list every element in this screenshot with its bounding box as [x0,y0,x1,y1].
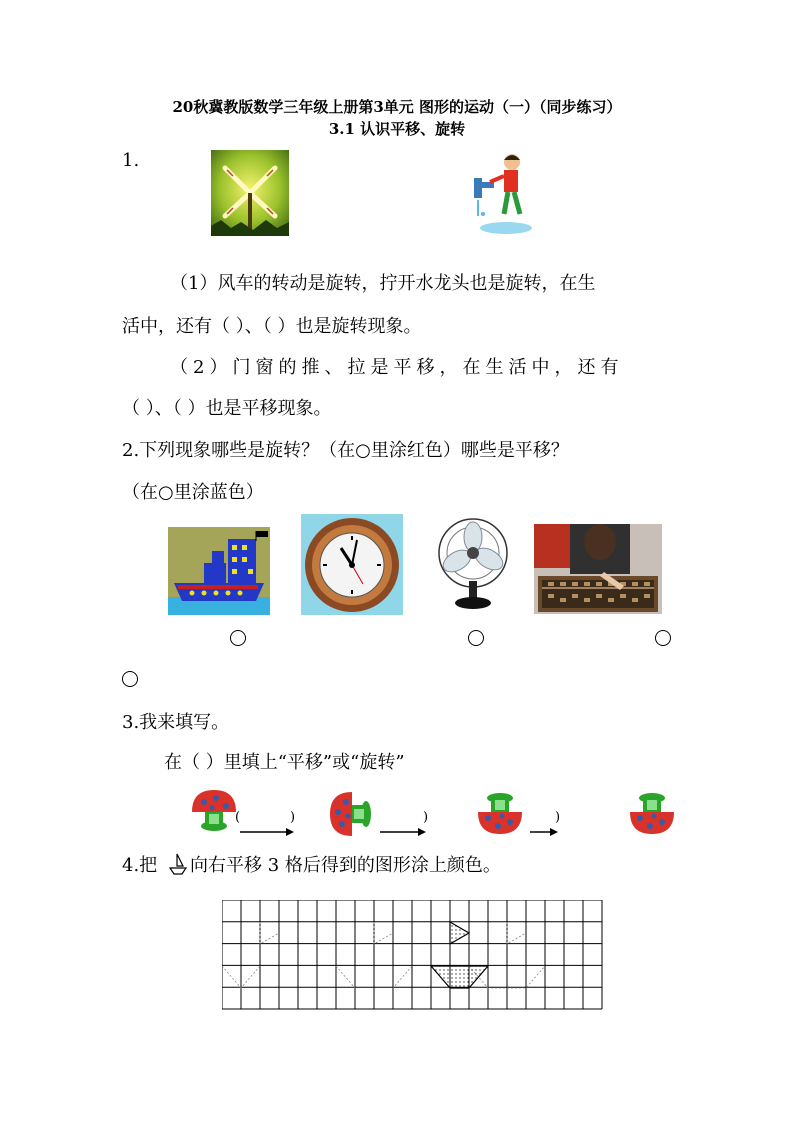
q2-line2: （在○里涂蓝色） [122,482,264,503]
boy-faucet-icon [470,150,532,236]
ship-icon [168,527,270,615]
q1-part1-line2: 活中，还有（ ）、（ ）也是旋转现象。 [122,316,422,337]
q3-paren-close-2: ) [423,810,429,825]
q2-line1: 2.下列现象哪些是旋转？（在○里涂红色）哪些是平移？ [122,440,569,461]
page-title: 20秋冀教版数学三年级上册第3单元 图形的运动（一）（同步练习） [172,98,622,116]
abacus-photo [534,524,662,614]
boat-shape-icon [168,852,188,876]
answer-circle-abacus[interactable] [122,671,138,687]
fan-icon [435,517,515,611]
answer-circle-ship[interactable] [230,630,246,646]
q3-title: 3.我来填写。 [122,712,230,733]
q1-number: 1. [122,150,140,171]
q3-paren-close-3: ) [555,810,561,825]
windmill-photo [211,150,289,236]
q3-instruction: 在（ ）里填上“平移”或“旋转” [164,752,405,773]
q3-paren-close-1: ) [290,810,296,825]
q1-part2-line1: （2）门窗的推、拉是平移，在生活中，还有 [170,357,624,378]
q3-paren-open-1: ( [235,810,241,825]
q1-part1-line1: （1）风车的转动是旋转，拧开水龙头也是旋转，在生 [170,273,596,294]
q1-part2-line2: （ ）、（ ）也是平移现象。 [122,398,332,419]
answer-circle-fan[interactable] [655,630,671,646]
page-subtitle: 3.1 认识平移、旋转 [328,120,466,138]
mushroom-sequence [190,788,680,838]
q4-prefix: 4.把 [122,855,158,876]
square-grid [222,900,604,1010]
answer-circle-clock[interactable] [468,630,484,646]
q4-suffix: 向右平移 3 格后得到的图形涂上颜色。 [190,855,501,876]
clock-icon [301,514,403,615]
